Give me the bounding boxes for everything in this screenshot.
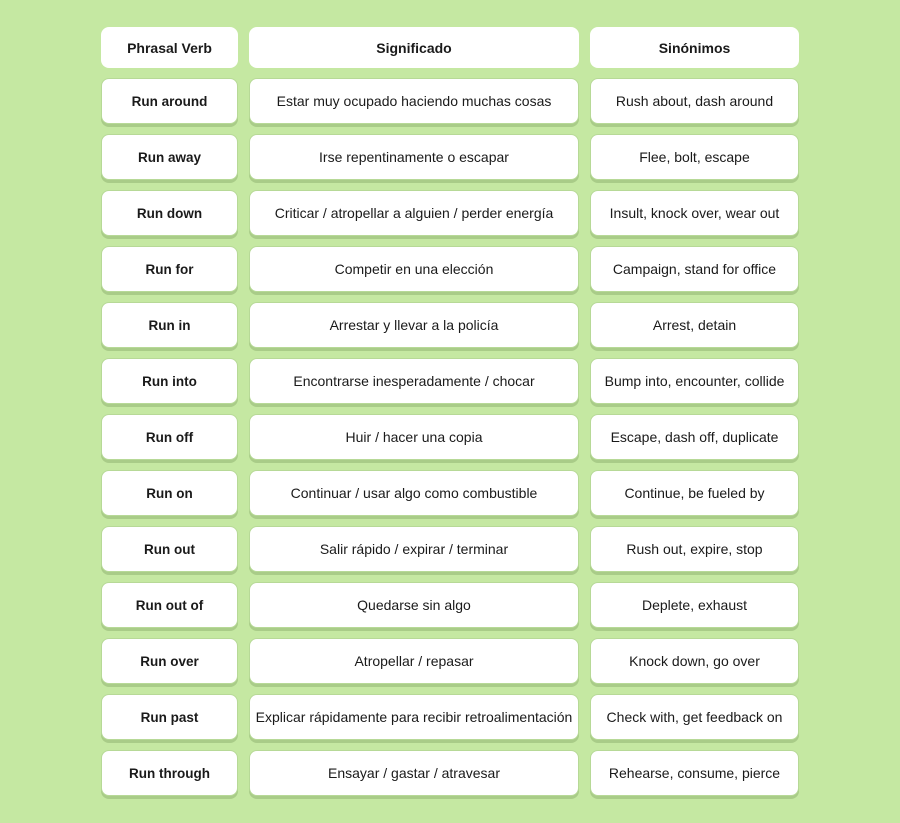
phrasal-verb-cell: Run through (101, 750, 238, 796)
phrasal-verb-cell: Run down (101, 190, 238, 236)
synonyms-cell: Knock down, go over (590, 638, 799, 684)
table-row (101, 78, 799, 124)
meaning-cell: Competir en una elección (249, 246, 579, 292)
meaning-cell: Estar muy ocupado haciendo muchas cosas (249, 78, 579, 124)
meaning-cell: Atropellar / repasar (249, 638, 579, 684)
phrasal-verb-cell: Run away (101, 134, 238, 180)
phrasal-verbs-table (101, 27, 799, 806)
synonyms-cell: Check with, get feedback on (590, 694, 799, 740)
table-row (101, 414, 799, 460)
table-header-row (101, 27, 799, 68)
meaning-cell: Quedarse sin algo (249, 582, 579, 628)
meaning-cell: Irse repentinamente o escapar (249, 134, 579, 180)
phrasal-verb-cell: Run out (101, 526, 238, 572)
table-row (101, 246, 799, 292)
synonyms-cell: Arrest, detain (590, 302, 799, 348)
meaning-cell: Continuar / usar algo como combustible (249, 470, 579, 516)
phrasal-verb-cell: Run into (101, 358, 238, 404)
table-row (101, 526, 799, 572)
phrasal-verb-cell: Run around (101, 78, 238, 124)
phrasal-verb-cell: Run on (101, 470, 238, 516)
synonyms-cell: Continue, be fueled by (590, 470, 799, 516)
meaning-cell: Explicar rápidamente para recibir retroalimentación (249, 694, 579, 740)
meaning-cell: Huir / hacer una copia (249, 414, 579, 460)
table-row (101, 302, 799, 348)
header-phrasal-verb: Phrasal Verb (101, 27, 238, 68)
phrasal-verb-cell: Run off (101, 414, 238, 460)
phrasal-verb-cell: Run past (101, 694, 238, 740)
synonyms-cell: Bump into, encounter, collide (590, 358, 799, 404)
table-row (101, 134, 799, 180)
table-row (101, 358, 799, 404)
synonyms-cell: Escape, dash off, duplicate (590, 414, 799, 460)
phrasal-verb-cell: Run over (101, 638, 238, 684)
table-row (101, 694, 799, 740)
table-row (101, 582, 799, 628)
phrasal-verb-cell: Run in (101, 302, 238, 348)
synonyms-cell: Deplete, exhaust (590, 582, 799, 628)
meaning-cell: Salir rápido / expirar / terminar (249, 526, 579, 572)
meaning-cell: Encontrarse inesperadamente / chocar (249, 358, 579, 404)
meaning-cell: Arrestar y llevar a la policía (249, 302, 579, 348)
phrasal-verb-cell: Run for (101, 246, 238, 292)
header-synonyms: Sinónimos (590, 27, 799, 68)
table-row (101, 190, 799, 236)
synonyms-cell: Campaign, stand for office (590, 246, 799, 292)
meaning-cell: Criticar / atropellar a alguien / perder energía (249, 190, 579, 236)
header-meaning: Significado (249, 27, 579, 68)
synonyms-cell: Insult, knock over, wear out (590, 190, 799, 236)
table-body (101, 78, 799, 796)
meaning-cell: Ensayar / gastar / atravesar (249, 750, 579, 796)
synonyms-cell: Rush about, dash around (590, 78, 799, 124)
table-row (101, 638, 799, 684)
synonyms-cell: Rush out, expire, stop (590, 526, 799, 572)
phrasal-verb-cell: Run out of (101, 582, 238, 628)
table-row (101, 750, 799, 796)
synonyms-cell: Flee, bolt, escape (590, 134, 799, 180)
table-row (101, 470, 799, 516)
synonyms-cell: Rehearse, consume, pierce (590, 750, 799, 796)
